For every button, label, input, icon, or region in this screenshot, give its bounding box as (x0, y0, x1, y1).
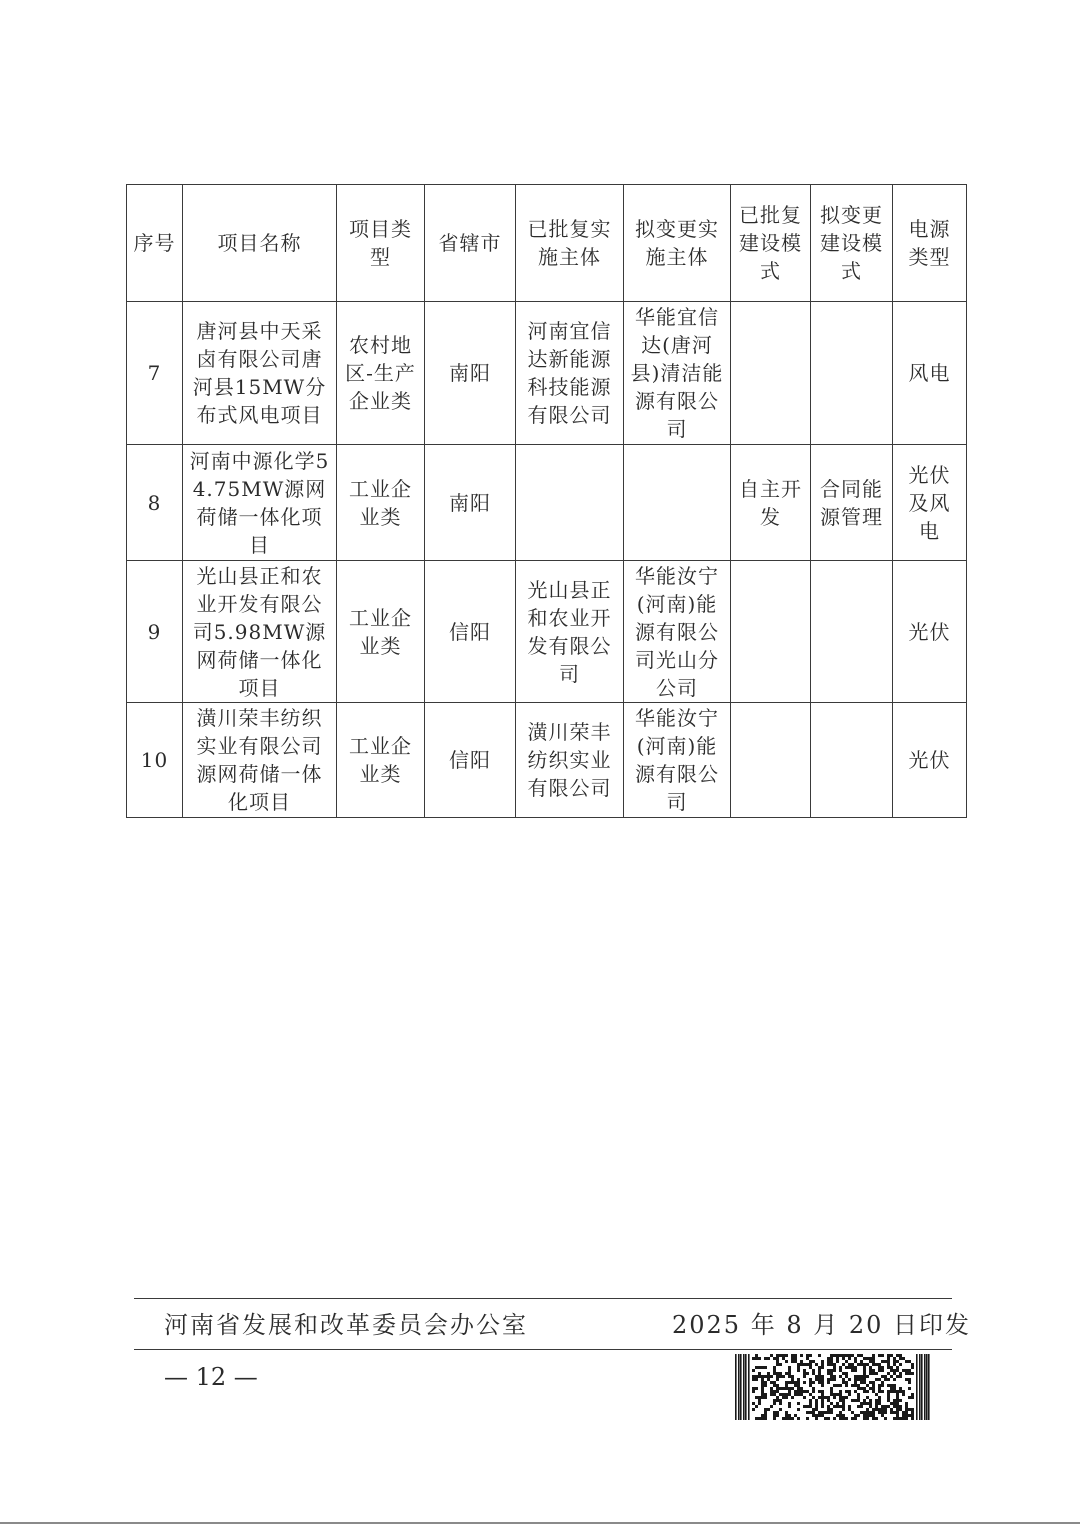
table-row (127, 561, 967, 703)
cell-proposed-mode (811, 703, 893, 818)
cell-power-type: 光伏 (893, 561, 967, 703)
col-header-power-type: 电源类型 (893, 185, 967, 302)
cell-index: 10 (127, 703, 183, 818)
col-header-approved-entity: 已批复实施主体 (516, 185, 624, 302)
cell-city: 南阳 (425, 445, 516, 561)
cell-proposed-entity (624, 445, 731, 561)
table-row (127, 445, 967, 561)
col-header-approved-mode: 已批复建设模式 (731, 185, 811, 302)
cell-project-name: 潢川荣丰纺织实业有限公司源网荷储一体化项目 (183, 703, 337, 818)
cell-project-type: 农村地区-生产企业类 (337, 302, 425, 445)
page-bottom-edge (0, 1522, 1080, 1524)
cell-proposed-entity: 华能汝宁(河南)能源有限公司 (624, 703, 731, 818)
cell-proposed-entity: 华能宜信达(唐河县)清洁能源有限公司 (624, 302, 731, 445)
cell-proposed-entity: 华能汝宁(河南)能源有限公司光山分公司 (624, 561, 731, 703)
col-header-proposed-entity: 拟变更实施主体 (624, 185, 731, 302)
table-header-row (127, 185, 967, 302)
cell-proposed-mode (811, 561, 893, 703)
col-header-project-name: 项目名称 (183, 185, 337, 302)
cell-index: 9 (127, 561, 183, 703)
cell-index: 7 (127, 302, 183, 445)
col-header-project-type: 项目类型 (337, 185, 425, 302)
cell-index: 8 (127, 445, 183, 561)
issuer-name: 河南省发展和改革委员会办公室 (164, 1311, 528, 1339)
cell-project-type: 工业企业类 (337, 561, 425, 703)
cell-project-name: 光山县正和农业开发有限公司5.98MW源网荷储一体化项目 (183, 561, 337, 703)
cell-proposed-mode (811, 302, 893, 445)
table-row (127, 302, 967, 445)
cell-approved-mode: 自主开发 (731, 445, 811, 561)
col-header-proposed-mode: 拟变更建设模式 (811, 185, 893, 302)
footer-bottom-rule (134, 1349, 952, 1350)
barcode-image (735, 1354, 930, 1420)
cell-proposed-mode: 合同能源管理 (811, 445, 893, 561)
project-table (126, 184, 967, 818)
cell-project-type: 工业企业类 (337, 703, 425, 818)
cell-city: 信阳 (425, 561, 516, 703)
cell-project-name: 唐河县中天采卤有限公司唐河县15MW分布式风电项目 (183, 302, 337, 445)
cell-approved-entity: 光山县正和农业开发有限公司 (516, 561, 624, 703)
cell-approved-entity: 河南宜信达新能源科技能源有限公司 (516, 302, 624, 445)
cell-approved-entity: 潢川荣丰纺织实业有限公司 (516, 703, 624, 818)
cell-power-type: 光伏 (893, 703, 967, 818)
col-header-index: 序号 (127, 185, 183, 302)
cell-power-type: 光伏及风电 (893, 445, 967, 561)
cell-city: 信阳 (425, 703, 516, 818)
issue-date: 2025 年 8 月 20 日印发 (672, 1311, 972, 1339)
cell-approved-mode (731, 561, 811, 703)
page-number: — 12 — (164, 1363, 258, 1391)
cell-power-type: 风电 (893, 302, 967, 445)
cell-city: 南阳 (425, 302, 516, 445)
cell-approved-mode (731, 302, 811, 445)
cell-approved-mode (731, 703, 811, 818)
footer-top-rule (134, 1298, 952, 1299)
cell-approved-entity (516, 445, 624, 561)
table-row (127, 703, 967, 818)
col-header-city: 省辖市 (425, 185, 516, 302)
cell-project-type: 工业企业类 (337, 445, 425, 561)
cell-project-name: 河南中源化学54.75MW源网荷储一体化项目 (183, 445, 337, 561)
